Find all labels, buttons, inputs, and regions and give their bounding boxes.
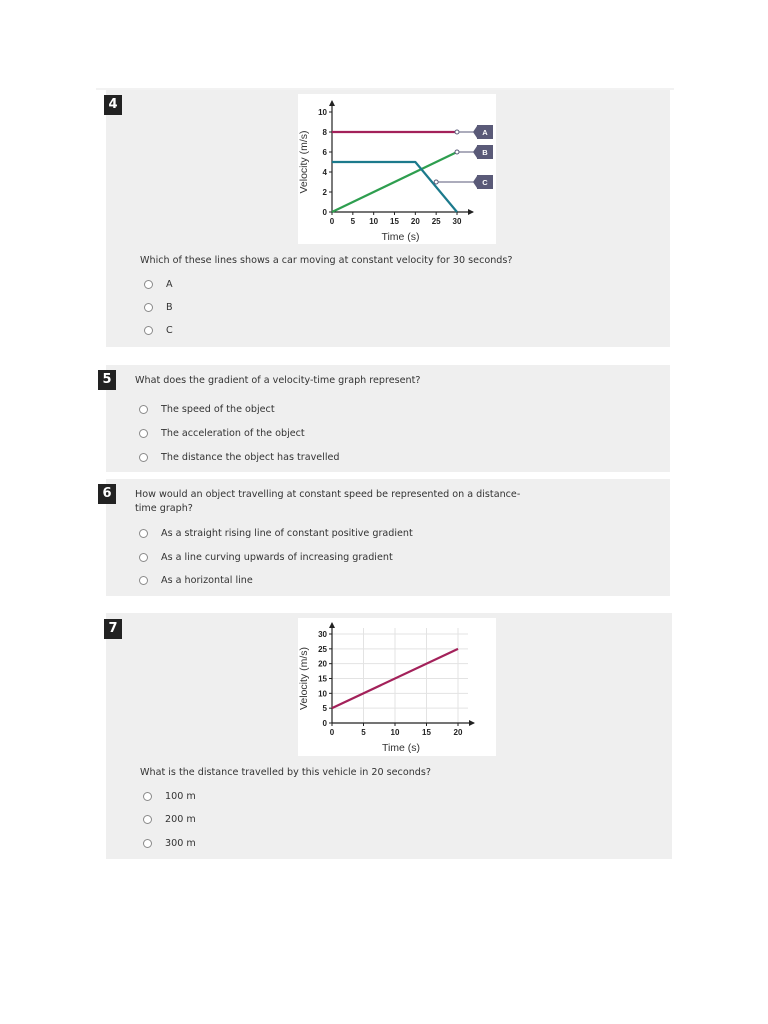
question-text-line-2: time graph? [135,503,193,514]
x-axis-label: Time (s) [381,231,420,243]
question-text: Which of these lines shows a car moving at constant velocity for 30 seconds? [140,255,513,266]
option-straight-rising[interactable] [139,526,413,540]
x-tick-label: 15 [390,217,399,226]
radio-button[interactable] [139,453,148,462]
callout-dot [455,150,459,154]
option-horizontal[interactable] [139,573,253,587]
option-label: As a horizontal line [161,574,253,586]
series-line-c [332,162,457,212]
x-tick-label: 10 [390,728,400,737]
y-axis-label: Velocity (m/s) [298,130,310,194]
callout-pointer [473,126,477,138]
y-tick-label: 6 [322,148,327,157]
option-distance[interactable] [139,450,340,464]
x-tick-label: 5 [350,217,356,226]
option-label: The acceleration of the object [161,427,305,439]
radio-button[interactable] [143,839,152,848]
radio-button[interactable] [144,326,153,335]
y-tick-label: 30 [318,630,327,639]
question-text-line-1: How would an object travelling at constant speed be represented on a distance- [135,489,521,500]
option-label: As a line curving upwards of increasing gradient [161,551,393,563]
x-tick-label: 10 [369,217,379,226]
question-number: 7 [104,619,122,639]
question-text: What does the gradient of a velocity-time graph represent? [135,375,421,386]
option-speed[interactable] [139,402,275,416]
x-tick-label: 20 [453,728,463,737]
y-axis-label: Velocity (m/s) [298,646,310,711]
radio-button[interactable] [139,576,148,585]
option-label: As a straight rising line of constant positive gradient [161,527,413,539]
chart-svg [298,618,496,756]
question-number: 6 [98,484,116,504]
x-tick-label: 0 [329,728,335,737]
callout-dot [455,130,459,134]
y-tick-label: 0 [322,719,327,728]
y-axis-arrow [329,622,335,628]
y-tick-label: 20 [318,659,327,669]
option-200m[interactable] [143,812,196,826]
y-tick-label: 25 [318,644,327,654]
option-label: The distance the object has travelled [161,451,340,463]
radio-button[interactable] [143,815,152,824]
option-b[interactable] [144,300,173,314]
y-axis-arrow [329,100,335,106]
chart-svg [298,94,496,244]
y-tick-label: 10 [318,689,327,699]
option-label: C [166,324,173,336]
x-axis-arrow [468,209,474,215]
y-tick-label: 8 [322,128,327,137]
option-label: The speed of the object [161,403,275,415]
option-100m[interactable] [143,789,196,803]
x-tick-label: 0 [329,217,335,226]
radio-button[interactable] [143,792,152,801]
question-number: 4 [104,95,122,115]
radio-button[interactable] [144,280,153,289]
option-a[interactable] [144,277,173,291]
callout-label: B [482,148,488,157]
x-tick-label: 25 [431,217,441,226]
option-label: 200 m [165,813,196,825]
option-acceleration[interactable] [139,426,305,440]
option-c[interactable] [144,323,173,337]
y-tick-label: 2 [322,188,327,197]
callout-label: C [482,178,488,187]
option-label: A [166,278,173,290]
callout-dot [434,180,438,184]
radio-button[interactable] [139,405,148,414]
x-tick-label: 5 [361,728,366,737]
callout-pointer [473,146,477,158]
x-tick-label: 15 [422,728,431,737]
radio-button[interactable] [139,429,148,438]
y-tick-label: 10 [318,108,327,117]
option-label: B [166,301,173,313]
option-curving-upwards[interactable] [139,550,393,564]
y-tick-label: 15 [318,674,327,684]
x-tick-label: 20 [410,217,420,226]
y-tick-label: 4 [322,168,327,177]
callout-label: A [482,128,488,137]
x-axis-arrow [469,720,475,726]
chart-velocity-time-abc [298,94,496,244]
x-tick-label: 30 [452,217,462,226]
chart-velocity-time-linear [298,618,496,756]
question-number: 5 [98,370,116,390]
y-tick-label: 5 [322,704,327,714]
option-label: 100 m [165,790,196,802]
option-300m[interactable] [143,836,196,850]
radio-button[interactable] [139,553,148,562]
option-label: 300 m [165,837,196,849]
question-text: What is the distance travelled by this vehicle in 20 seconds? [140,767,431,778]
x-axis-label: Time (s) [381,742,421,754]
callout-pointer [473,176,477,188]
y-tick-label: 0 [322,208,327,217]
radio-button[interactable] [144,303,153,312]
radio-button[interactable] [139,529,148,538]
